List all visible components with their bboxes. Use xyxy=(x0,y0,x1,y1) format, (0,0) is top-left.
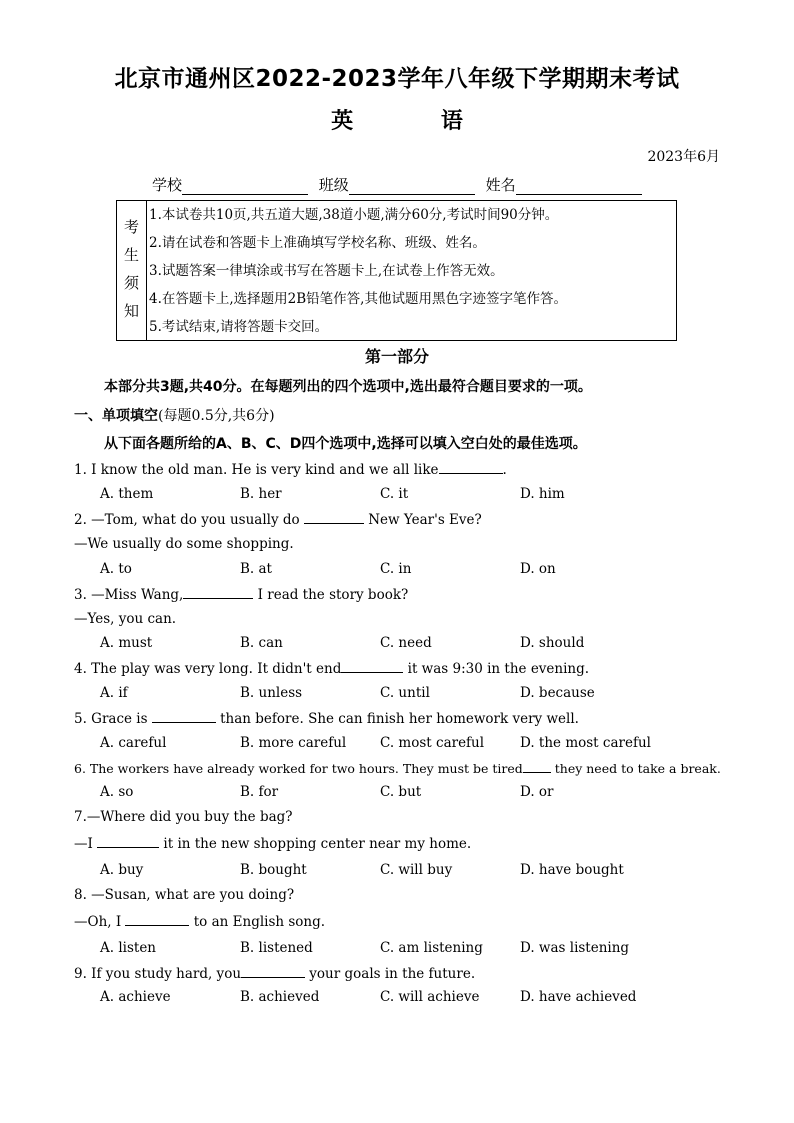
answer-blank xyxy=(125,913,189,926)
option-b[interactable]: B. for xyxy=(240,784,279,800)
part-intro: 本部分共3题,共40分。在每题列出的四个选项中,选出最符合题目要求的一项。 xyxy=(104,379,592,395)
option-a[interactable]: A. listen xyxy=(100,940,157,956)
section-note: (每题0.5分,共6分) xyxy=(158,408,275,424)
option-b[interactable]: B. achieved xyxy=(240,989,320,1005)
notice-item: 2.请在试卷和答题卡上准确填写学校名称、班级、姓名。 xyxy=(149,235,486,251)
option-d[interactable]: D. on xyxy=(520,561,556,577)
option-c[interactable]: C. most careful xyxy=(380,735,485,751)
answer-blank xyxy=(304,511,364,524)
option-a[interactable]: A. to xyxy=(100,561,132,577)
question-text: it was 9:30 in the evening. xyxy=(403,661,590,677)
answer-blank xyxy=(341,660,403,673)
question-7-reply xyxy=(74,835,471,852)
exam-notice-box xyxy=(116,200,677,341)
notice-heading-char: 须 xyxy=(123,274,139,292)
answer-blank xyxy=(152,710,216,723)
question-7: 7.—Where did you buy the bag? xyxy=(74,809,293,825)
question-3 xyxy=(74,586,408,603)
option-c[interactable]: C. in xyxy=(380,561,412,577)
answer-blank xyxy=(241,965,305,978)
option-b[interactable]: B. bought xyxy=(240,862,307,878)
option-d[interactable]: D. was listening xyxy=(520,940,630,956)
question-text: than before. She can finish her homework very well. xyxy=(215,711,579,727)
question-text: 1. I know the old man. He is very kind and we all like xyxy=(74,462,439,478)
question-text: 3. —Miss Wang, xyxy=(74,587,184,603)
option-a[interactable]: A. them xyxy=(100,486,154,502)
question-6 xyxy=(74,760,721,776)
school-blank[interactable] xyxy=(182,180,308,195)
question-text: —I xyxy=(74,836,98,852)
part-title: 第一部分 xyxy=(364,347,429,366)
option-b[interactable]: B. more careful xyxy=(240,735,347,751)
question-5 xyxy=(74,710,579,727)
question-text: 9. If you study hard, you xyxy=(74,966,242,982)
answer-blank xyxy=(523,760,551,773)
option-a[interactable]: A. so xyxy=(100,784,134,800)
exam-title: 北京市通州区2022-2023学年八年级下学期期末考试 xyxy=(114,66,680,92)
option-d[interactable]: D. the most careful xyxy=(520,735,651,751)
question-text: 2. —Tom, what do you usually do xyxy=(74,512,304,528)
question-text: your goals in the future. xyxy=(305,966,476,982)
subject-title: 英 语 xyxy=(331,109,503,134)
question-4 xyxy=(74,660,589,677)
question-8: 8. —Susan, what are you doing? xyxy=(74,887,295,903)
option-a[interactable]: A. must xyxy=(100,635,153,651)
option-d[interactable]: D. or xyxy=(520,784,554,800)
option-b[interactable]: B. her xyxy=(240,486,282,502)
notice-item: 4.在答题卡上,选择题用2B铅笔作答,其他试题用黑色字迹签字笔作答。 xyxy=(149,291,567,307)
option-b[interactable]: B. listened xyxy=(240,940,313,956)
question-3-reply: —Yes, you can. xyxy=(74,611,177,627)
option-c[interactable]: C. will achieve xyxy=(380,989,480,1005)
option-c[interactable]: C. will buy xyxy=(380,862,453,878)
notice-heading-char: 考 xyxy=(123,218,139,236)
option-c[interactable]: C. need xyxy=(380,635,432,651)
question-2 xyxy=(74,511,482,528)
option-d[interactable]: D. because xyxy=(520,685,595,701)
question-text: New Year's Eve? xyxy=(363,512,482,528)
answer-blank xyxy=(183,586,253,599)
notice-item: 5.考试结束,请将答题卡交回。 xyxy=(149,319,329,335)
option-c[interactable]: C. it xyxy=(380,486,409,502)
option-a[interactable]: A. achieve xyxy=(100,989,171,1005)
option-c[interactable]: C. am listening xyxy=(380,940,483,956)
notice-heading xyxy=(117,201,147,340)
class-label: 班级 xyxy=(318,176,349,194)
question-text: 4. The play was very long. It didn't end xyxy=(74,661,342,677)
question-1 xyxy=(74,461,507,478)
name-blank[interactable] xyxy=(516,180,642,195)
option-c[interactable]: C. until xyxy=(380,685,430,701)
option-d[interactable]: D. should xyxy=(520,635,585,651)
question-9 xyxy=(74,965,475,982)
notice-items xyxy=(147,201,676,341)
school-label: 学校 xyxy=(152,176,183,194)
notice-heading-char: 生 xyxy=(123,246,139,264)
question-text: . xyxy=(502,462,507,478)
question-8-reply xyxy=(74,913,325,930)
question-text: 6. The workers have already worked for two hours. They must be tired xyxy=(74,761,523,776)
question-text: it in the new shopping center near my home. xyxy=(159,836,472,852)
notice-item: 3.试题答案一律填涂或书写在答题卡上,在试卷上作答无效。 xyxy=(149,263,504,279)
option-c[interactable]: C. but xyxy=(380,784,422,800)
section-heading xyxy=(74,405,275,425)
option-d[interactable]: D. have achieved xyxy=(520,989,637,1005)
option-a[interactable]: A. if xyxy=(100,685,128,701)
option-b[interactable]: B. unless xyxy=(240,685,303,701)
notice-heading-char: 知 xyxy=(123,302,139,320)
name-label: 姓名 xyxy=(485,176,516,194)
option-d[interactable]: D. have bought xyxy=(520,862,624,878)
question-text: I read the story book? xyxy=(253,587,409,603)
question-2-reply: —We usually do some shopping. xyxy=(74,536,294,552)
option-a[interactable]: A. buy xyxy=(100,862,144,878)
option-b[interactable]: B. can xyxy=(240,635,283,651)
answer-blank xyxy=(439,461,503,474)
option-a[interactable]: A. careful xyxy=(100,735,167,751)
question-text: 5. Grace is xyxy=(74,711,152,727)
question-text: to an English song. xyxy=(189,914,326,930)
section-title: 一、单项填空 xyxy=(74,408,158,424)
section-instruction: 从下面各题所给的A、B、C、D四个选项中,选择可以填入空白处的最佳选项。 xyxy=(104,436,587,452)
exam-date: 2023年6月 xyxy=(647,149,720,165)
option-d[interactable]: D. him xyxy=(520,486,565,502)
option-b[interactable]: B. at xyxy=(240,561,272,577)
answer-blank xyxy=(97,835,159,848)
student-info-row xyxy=(152,174,648,195)
question-text: they need to take a break. xyxy=(550,761,721,776)
question-text: —Oh, I xyxy=(74,914,126,930)
class-blank[interactable] xyxy=(349,180,475,195)
notice-item: 1.本试卷共10页,共五道大题,38道小题,满分60分,考试时间90分钟。 xyxy=(149,207,559,223)
